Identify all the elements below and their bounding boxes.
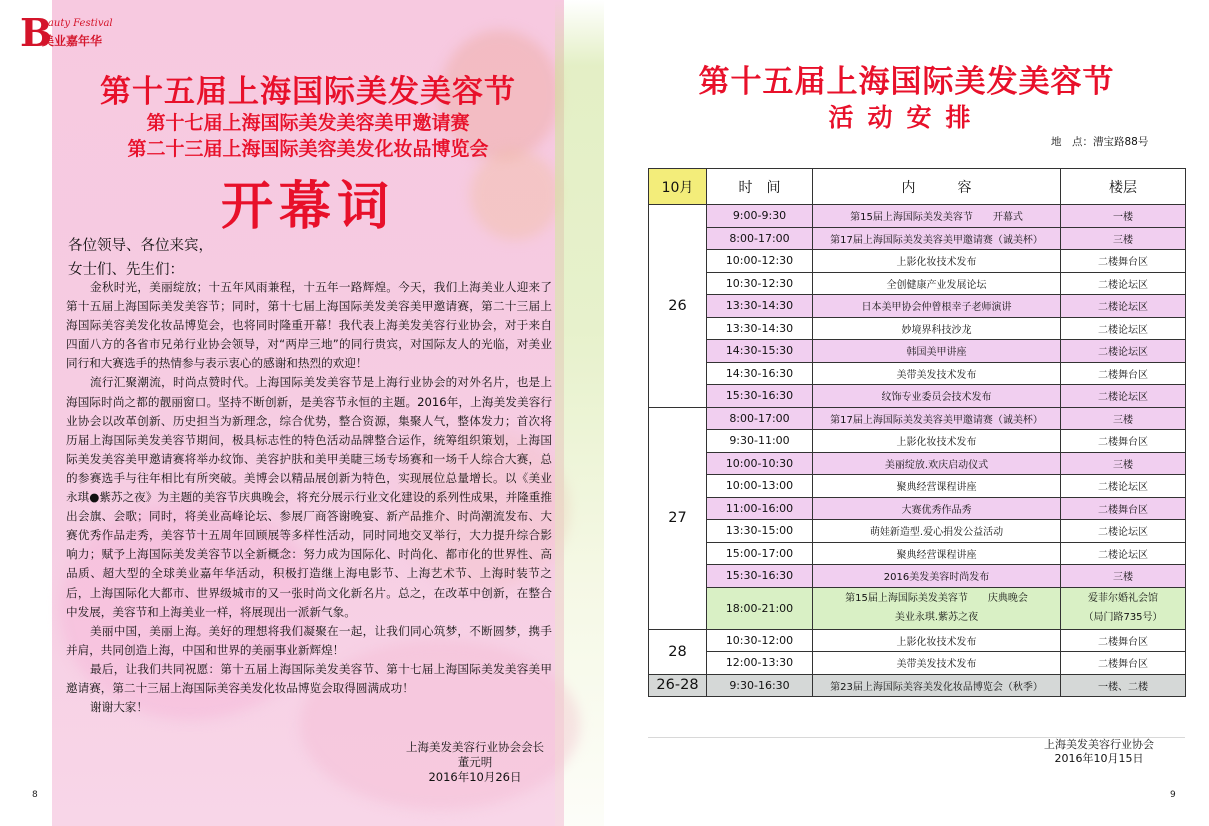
floor-cell: 二楼舞台区 bbox=[1061, 362, 1186, 385]
content-cell: 第17届上海国际美发美容美甲邀请赛（诚美杯） bbox=[813, 407, 1061, 430]
header-floor: 楼层 bbox=[1061, 169, 1186, 205]
floor-cell: 二楼论坛区 bbox=[1061, 542, 1186, 565]
content-cell: 聚典经营课程讲座 bbox=[813, 542, 1061, 565]
time-cell: 10:30-12:00 bbox=[707, 629, 813, 652]
table-row bbox=[649, 227, 1186, 250]
time-cell: 11:00-16:00 bbox=[707, 497, 813, 520]
table-row bbox=[649, 407, 1186, 430]
page-number-right: 9 bbox=[1170, 790, 1176, 800]
signature-org: 上海美发美容行业协会会长 bbox=[406, 740, 544, 754]
header-time: 时 间 bbox=[707, 169, 813, 205]
time-cell: 9:30-11:00 bbox=[707, 430, 813, 453]
time-cell: 13:30-15:00 bbox=[707, 520, 813, 543]
day-cell: 27 bbox=[649, 407, 707, 629]
floor-cell: 三楼 bbox=[1061, 407, 1186, 430]
floor-cell: 二楼论坛区 bbox=[1061, 272, 1186, 295]
floor-cell: 二楼论坛区 bbox=[1061, 340, 1186, 363]
content-cell: 上影化妆技术发布 bbox=[813, 430, 1061, 453]
floor-cell: 二楼舞台区 bbox=[1061, 430, 1186, 453]
content-cell: 韩国美甲讲座 bbox=[813, 340, 1061, 363]
expo-title: 第二十三届上海国际美容美发化妆品博览会 bbox=[127, 138, 489, 160]
time-cell: 9:00-9:30 bbox=[707, 205, 813, 228]
floor-cell: 二楼舞台区 bbox=[1061, 652, 1186, 675]
beauty-festival-logo bbox=[20, 10, 160, 55]
content-line: 第15届上海国际美发美容节 庆典晚会 bbox=[845, 593, 1028, 604]
schedule-festival-title: 第十五届上海国际美发美容节 bbox=[698, 64, 1115, 100]
content-cell: 妙境界科技沙龙 bbox=[813, 317, 1061, 340]
table-row bbox=[649, 385, 1186, 408]
time-cell: 15:30-16:30 bbox=[707, 565, 813, 588]
greeting-line: 女士们、先生们： bbox=[68, 262, 184, 278]
content-cell bbox=[813, 587, 1061, 629]
speech-paragraph: 美丽中国，美丽上海。美好的理想将我们凝聚在一起，让我们同心筑梦，不断圆梦，携手并肩，共同创造上海，中国和世界的美丽事业新辉煌！ bbox=[66, 623, 552, 657]
time-cell: 15:00-17:00 bbox=[707, 542, 813, 565]
speech-paragraph: 谢谢大家！ bbox=[90, 700, 148, 715]
floor-cell: 一楼、二楼 bbox=[1061, 674, 1186, 697]
time-cell: 10:00-12:30 bbox=[707, 250, 813, 273]
table-row bbox=[649, 295, 1186, 318]
signature-name: 董元明 bbox=[457, 755, 493, 769]
time-cell: 8:00-17:00 bbox=[707, 407, 813, 430]
time-cell: 13:30-14:30 bbox=[707, 317, 813, 340]
table-row bbox=[649, 652, 1186, 675]
invitational-title: 第十七届上海国际美发美容美甲邀请赛 bbox=[146, 112, 470, 134]
content-cell: 大赛优秀作品秀 bbox=[813, 497, 1061, 520]
table-row bbox=[649, 674, 1186, 697]
content-cell: 纹饰专业委员会技术发布 bbox=[813, 385, 1061, 408]
speech-paragraph: 金秋时光，美丽绽放；十五年风雨兼程，十五年一路辉煌。今天，我们上海美业人迎来了第十五届上海国际美发美容节；同时，第十七届上海国际美发美容美甲邀请赛，第二十三届上海国际美容美发化妆品博览会，也将同时隆重开幕！我代表上海美发美容行业协会，对于来自四面八方的各省市兄弟行业协会领导，对“两岸三地”的同行贵宾，对国际友人的光临，对美业同行和大赛选手的热情参与表示衷心的感谢和热烈的欢迎！ bbox=[66, 280, 552, 371]
table-row bbox=[649, 205, 1186, 228]
table-header-row bbox=[649, 169, 1186, 205]
table-row bbox=[649, 542, 1186, 565]
time-cell: 13:30-14:30 bbox=[707, 295, 813, 318]
table-row bbox=[649, 340, 1186, 363]
content-cell: 聚典经营课程讲座 bbox=[813, 475, 1061, 498]
signature-date: 2016年10月26日 bbox=[428, 770, 522, 784]
time-cell: 14:30-16:30 bbox=[707, 362, 813, 385]
floor-cell: 二楼论坛区 bbox=[1061, 475, 1186, 498]
content-cell: 上影化妆技术发布 bbox=[813, 250, 1061, 273]
content-cell: 美带美发技术发布 bbox=[813, 362, 1061, 385]
table-row bbox=[649, 587, 1186, 629]
header-month: 10月 bbox=[649, 169, 707, 205]
time-cell: 14:30-15:30 bbox=[707, 340, 813, 363]
table-row bbox=[649, 475, 1186, 498]
day-cell: 26 bbox=[649, 205, 707, 408]
speech-body bbox=[66, 278, 552, 717]
speech-paragraph: 最后，让我们共同祝愿：第十五届上海国际美发美容节、第十七届上海国际美发美容美甲邀请赛，第二十三届上海国际美容美发化妆品博览会取得圆满成功！ bbox=[66, 661, 552, 695]
floor-line: （局门路735号） bbox=[1083, 612, 1163, 623]
floor-cell: 三楼 bbox=[1061, 565, 1186, 588]
content-cell: 美带美发技术发布 bbox=[813, 652, 1061, 675]
floor-cell: 三楼 bbox=[1061, 227, 1186, 250]
table-row bbox=[649, 520, 1186, 543]
table-row bbox=[649, 362, 1186, 385]
time-cell: 9:30-16:30 bbox=[707, 674, 813, 697]
floor-cell: 二楼论坛区 bbox=[1061, 520, 1186, 543]
day-cell: 28 bbox=[649, 629, 707, 674]
floor-cell: 二楼论坛区 bbox=[1061, 317, 1186, 340]
schedule-signature-date: 2016年10月15日 bbox=[1054, 752, 1144, 765]
floor-cell: 一楼 bbox=[1061, 205, 1186, 228]
content-cell: 第17届上海国际美发美容美甲邀请赛（诚美杯） bbox=[813, 227, 1061, 250]
time-cell: 8:00-17:00 bbox=[707, 227, 813, 250]
table-row bbox=[649, 317, 1186, 340]
time-cell: 15:30-16:30 bbox=[707, 385, 813, 408]
logo-english-text: eauty Festival bbox=[42, 18, 113, 29]
opening-speech-title: 开幕词 bbox=[220, 177, 395, 237]
floor-line: 爱菲尔婚礼会馆 bbox=[1088, 593, 1158, 604]
time-cell: 10:30-12:30 bbox=[707, 272, 813, 295]
floor-cell: 二楼舞台区 bbox=[1061, 629, 1186, 652]
content-cell: 2016美发美容时尚发布 bbox=[813, 565, 1061, 588]
content-cell: 美丽绽放.欢庆启动仪式 bbox=[813, 452, 1061, 475]
page-number-left: 8 bbox=[32, 790, 38, 800]
content-cell: 第15届上海国际美发美容节 开幕式 bbox=[813, 205, 1061, 228]
logo-chinese-text: 美业嘉年华 bbox=[42, 34, 103, 48]
floor-cell: 二楼论坛区 bbox=[1061, 295, 1186, 318]
floor-cell: 三楼 bbox=[1061, 452, 1186, 475]
schedule-subtitle: 活动安排 bbox=[828, 103, 985, 132]
right-page bbox=[604, 0, 1209, 826]
schedule-body bbox=[649, 205, 1186, 697]
content-cell: 日本美甲协会仲曾根幸子老师演讲 bbox=[813, 295, 1061, 318]
content-cell: 上影化妆技术发布 bbox=[813, 629, 1061, 652]
floor-cell: 二楼舞台区 bbox=[1061, 497, 1186, 520]
time-cell: 12:00-13:30 bbox=[707, 652, 813, 675]
table-row bbox=[649, 629, 1186, 652]
floor-cell bbox=[1061, 587, 1186, 629]
content-line: 美业永琪.紫苏之夜 bbox=[894, 612, 979, 623]
table-row bbox=[649, 250, 1186, 273]
time-cell: 10:00-10:30 bbox=[707, 452, 813, 475]
header-content: 内 容 bbox=[813, 169, 1061, 205]
content-cell: 萌娃新造型.爱心捐发公益活动 bbox=[813, 520, 1061, 543]
schedule-signature-org: 上海美发美容行业协会 bbox=[1044, 738, 1154, 751]
day-cell: 26-28 bbox=[649, 674, 707, 697]
floor-cell: 二楼舞台区 bbox=[1061, 250, 1186, 273]
table-row bbox=[649, 565, 1186, 588]
table-row bbox=[649, 452, 1186, 475]
schedule-table bbox=[648, 168, 1186, 697]
festival-title: 第十五届上海国际美发美容节 bbox=[100, 74, 516, 110]
greeting-line: 各位领导、各位来宾， bbox=[68, 238, 213, 254]
content-cell: 全创健康产业发展论坛 bbox=[813, 272, 1061, 295]
left-page bbox=[0, 0, 604, 826]
speech-paragraph: 流行汇聚潮流，时尚点赞时代。上海国际美发美容节是上海行业协会的对外名片，也是上海国际时尚之都的靓丽窗口。坚持不断创新，是美容节永恒的主题。2016年，上海美发美容行业协会以改革创新、历史担当为新理念，综合优势，整合资源，集聚人气，整体发力；首次将历届上海国际美发美容节期间，极具标志性的特色活动品牌整合运作，统筹组织策划，上海国际美发美容美甲邀请赛将举办纹饰、美容护肤和美甲美睫三场专场赛和一场千人综合大赛，总的参赛选手与往年相比有所突破。美博会以精品展创新为特色，实现展位总量增长。以《美业永琪●紫苏之夜》为主题的美容节庆典晚会，将充分展示行业文化建设的系列性成果，并隆重推出会旗、会歌；同时，将美业高峰论坛、参展厂商答谢晚宴、新产品推介、时尚潮流发布、大赛优秀作品走秀，美容节十五周年回顾展等多样性活动，同时同地交叉举行，大力提升综合影响力；赋予上海国际美发美容节以全新概念：努力成为国际化、时尚化、都市化的世界性、高品质、超大型的全球美业嘉年华活动，积极打造继上海电影节、上海艺术节、上海时装节之后，上海国际化大都市、世界级城市的又一张时尚文化新名片。总之，在改革中创新，在整合中发展，美容节和上海美业一样，将展现出一派新气象。 bbox=[66, 375, 552, 619]
content-cell: 第23届上海国际美容美发化妆品博览会（秋季） bbox=[813, 674, 1061, 697]
table-row bbox=[649, 272, 1186, 295]
table-row bbox=[649, 430, 1186, 453]
time-cell: 18:00-21:00 bbox=[707, 587, 813, 629]
venue-location: 地 点：漕宝路88号 bbox=[1051, 136, 1149, 148]
table-row bbox=[649, 497, 1186, 520]
logo-letter: B bbox=[20, 10, 53, 55]
floor-cell: 二楼论坛区 bbox=[1061, 385, 1186, 408]
time-cell: 10:00-13:00 bbox=[707, 475, 813, 498]
